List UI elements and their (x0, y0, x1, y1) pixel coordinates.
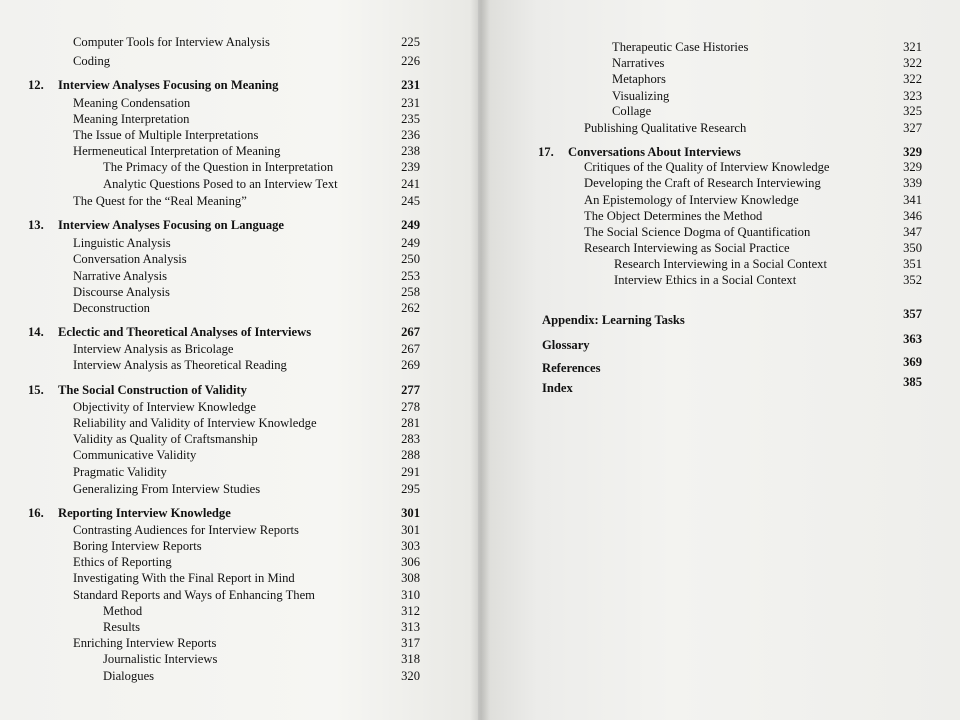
toc-entry-title: Generalizing From Interview Studies (73, 482, 261, 496)
toc-page-number: 341 (903, 193, 922, 207)
toc-page-number: 357 (903, 307, 922, 321)
toc-page-number: 245 (401, 194, 420, 208)
toc-page-number: 347 (903, 225, 922, 239)
toc-entry-title: Metaphors (612, 72, 666, 86)
chapter-number: 12. (28, 78, 44, 92)
toc-entry-title: Method (103, 604, 143, 618)
toc-entry-title: Results (103, 620, 141, 634)
toc-entry-title: Appendix: Learning Tasks (542, 313, 685, 327)
toc-entry (614, 272, 796, 288)
toc-page-number: 277 (401, 383, 420, 397)
toc-entry (73, 570, 295, 586)
toc-entry-title: Interview Analyses Focusing on Language (58, 218, 285, 232)
toc-page-number: 313 (401, 620, 420, 634)
toc-entry (73, 34, 270, 50)
toc-entry (73, 251, 187, 267)
toc-page-number: 295 (401, 482, 420, 496)
toc-entry-title: Pragmatic Validity (73, 465, 167, 479)
toc-entry-title: Dialogues (103, 669, 155, 683)
toc-entry-title: An Epistemology of Interview Knowledge (584, 193, 799, 207)
toc-page-number: 236 (401, 128, 420, 142)
toc-entry-title: Index (542, 381, 573, 395)
toc-entry (612, 55, 664, 71)
toc-entry-title: Narratives (612, 56, 665, 70)
toc-entry-title: Research Interviewing in a Social Context (614, 257, 827, 271)
toc-entry-title: Standard Reports and Ways of Enhancing Them (73, 588, 315, 602)
toc-entry-title: The Primacy of the Question in Interpretation (103, 160, 334, 174)
toc-entry (73, 554, 172, 570)
toc-entry (73, 522, 299, 538)
toc-page-number: 363 (903, 332, 922, 346)
toc-page-number: 238 (401, 144, 420, 158)
toc-entry-title: Computer Tools for Interview Analysis (73, 35, 270, 49)
toc-page-number: 306 (401, 555, 420, 569)
toc-entry-title: Linguistic Analysis (73, 236, 171, 250)
toc-page-number: 327 (903, 121, 922, 135)
toc-entry-title: Analytic Questions Posed to an Interview Text (103, 177, 338, 191)
toc-entry-title: Visualizing (612, 89, 670, 103)
toc-entry (103, 603, 142, 619)
toc-entry-title: Interview Analysis as Theoretical Reading (73, 358, 287, 372)
toc-page-number: 317 (401, 636, 420, 650)
toc-entry-title: Validity as Quality of Craftsmanship (73, 432, 258, 446)
chapter-number: 17. (538, 145, 554, 159)
toc-page-number: 329 (903, 160, 922, 174)
toc-entry (103, 668, 154, 684)
toc-entry-title: Narrative Analysis (73, 269, 168, 283)
toc-page-number: 351 (903, 257, 922, 271)
toc-entry-title: Journalistic Interviews (103, 652, 218, 666)
toc-page-number: 249 (401, 236, 420, 250)
toc-entry-title: Research Interviewing as Social Practice (584, 241, 790, 255)
toc-page-number: 322 (903, 56, 922, 70)
toc-chapter-entry (542, 360, 601, 376)
toc-chapter-entry (538, 144, 741, 160)
toc-entry (584, 120, 746, 136)
toc-entry (73, 431, 258, 447)
left-page (0, 0, 478, 720)
toc-entry (103, 176, 338, 192)
toc-page-number: 346 (903, 209, 922, 223)
toc-page-number: 291 (401, 465, 420, 479)
toc-entry-title: The Object Determines the Method (584, 209, 763, 223)
toc-chapter-entry (28, 217, 284, 233)
toc-entry-title: Reliability and Validity of Interview Knowledge (73, 416, 317, 430)
toc-page-number: 241 (401, 177, 420, 191)
toc-entry-title: Interview Analyses Focusing on Meaning (58, 78, 279, 92)
toc-entry (73, 481, 260, 497)
toc-page-number: 318 (401, 652, 420, 666)
toc-entry (584, 175, 821, 191)
toc-page-number: 301 (401, 506, 420, 520)
toc-entry (73, 53, 110, 69)
toc-entry-title: Meaning Condensation (73, 96, 191, 110)
toc-entry-title: Publishing Qualitative Research (584, 121, 747, 135)
toc-entry (73, 587, 315, 603)
toc-entry (584, 159, 830, 175)
toc-page-number: 239 (401, 160, 420, 174)
toc-entry (73, 635, 216, 651)
toc-entry-title: Interview Ethics in a Social Context (614, 273, 797, 287)
toc-page-number: 325 (903, 104, 922, 118)
toc-entry (73, 357, 287, 373)
toc-entry-title: Ethics of Reporting (73, 555, 172, 569)
toc-page-number: 369 (903, 355, 922, 369)
toc-entry (73, 127, 258, 143)
toc-entry-title: Glossary (542, 338, 590, 352)
toc-entry (103, 619, 140, 635)
toc-page-number: 226 (401, 54, 420, 68)
toc-chapter-entry (28, 505, 231, 521)
toc-page-number: 283 (401, 432, 420, 446)
toc-page-number: 253 (401, 269, 420, 283)
toc-chapter-entry (28, 324, 311, 340)
toc-page-number: 303 (401, 539, 420, 553)
toc-page-number: 329 (903, 145, 922, 159)
toc-entry-title: Reporting Interview Knowledge (58, 506, 231, 520)
toc-entry-title: Conversation Analysis (73, 252, 187, 266)
toc-page-number: 258 (401, 285, 420, 299)
toc-page-number: 320 (401, 669, 420, 683)
toc-page-number: 301 (401, 523, 420, 537)
toc-chapter-entry (542, 337, 590, 353)
toc-entry (73, 235, 171, 251)
toc-page-number: 385 (903, 375, 922, 389)
toc-page-number: 352 (903, 273, 922, 287)
toc-entry-title: Deconstruction (73, 301, 150, 315)
toc-entry (73, 538, 202, 554)
chapter-number: 13. (28, 218, 44, 232)
toc-entry-title: Coding (73, 54, 111, 68)
chapter-number: 16. (28, 506, 44, 520)
toc-entry (103, 159, 333, 175)
toc-entry-title: The Issue of Multiple Interpretations (73, 128, 259, 142)
toc-entry (584, 240, 790, 256)
toc-entry-title: Enriching Interview Reports (73, 636, 217, 650)
book-gutter (470, 0, 490, 720)
toc-chapter-entry (542, 312, 685, 328)
toc-page-number: 269 (401, 358, 420, 372)
toc-page-number: 267 (401, 325, 420, 339)
toc-page-number: 322 (903, 72, 922, 86)
toc-page-number: 312 (401, 604, 420, 618)
toc-entry (73, 193, 247, 209)
toc-entry-title: References (542, 361, 601, 375)
toc-entry (73, 447, 196, 463)
toc-page-number: 278 (401, 400, 420, 414)
toc-entry-title: Objectivity of Interview Knowledge (73, 400, 256, 414)
toc-entry-title: The Quest for the “Real Meaning” (73, 194, 247, 208)
toc-entry-title: Boring Interview Reports (73, 539, 202, 553)
toc-page-number: 235 (401, 112, 420, 126)
toc-entry (73, 415, 317, 431)
toc-entry (612, 71, 666, 87)
toc-chapter-entry (542, 380, 573, 396)
toc-chapter-entry (28, 77, 278, 93)
toc-entry-title: Developing the Craft of Research Interviewing (584, 176, 821, 190)
right-page (480, 0, 960, 720)
toc-entry (612, 103, 651, 119)
toc-entry (73, 341, 234, 357)
toc-page-number: 231 (401, 96, 420, 110)
toc-page-number: 231 (401, 78, 420, 92)
toc-entry (73, 464, 167, 480)
toc-page-number: 350 (903, 241, 922, 255)
toc-entry (73, 399, 256, 415)
toc-entry (584, 208, 762, 224)
toc-entry-title: Critiques of the Quality of Interview Knowledge (584, 160, 830, 174)
toc-page-number: 321 (903, 40, 922, 54)
toc-entry (73, 95, 190, 111)
toc-chapter-entry (28, 382, 247, 398)
toc-entry (103, 651, 217, 667)
chapter-number: 14. (28, 325, 44, 339)
chapter-number: 15. (28, 383, 44, 397)
toc-entry (612, 39, 748, 55)
toc-page-number: 288 (401, 448, 420, 462)
toc-entry (73, 284, 170, 300)
toc-page-number: 250 (401, 252, 420, 266)
toc-entry-title: Contrasting Audiences for Interview Reports (73, 523, 299, 537)
toc-entry (73, 111, 189, 127)
toc-page-number: 323 (903, 89, 922, 103)
toc-entry-title: The Social Construction of Validity (58, 383, 247, 397)
toc-entry (73, 300, 150, 316)
toc-entry-title: Eclectic and Theoretical Analyses of Interviews (58, 325, 312, 339)
toc-page-number: 225 (401, 35, 420, 49)
toc-page-number: 249 (401, 218, 420, 232)
toc-entry-title: Therapeutic Case Histories (612, 40, 749, 54)
toc-entry-title: Conversations About Interviews (568, 145, 741, 159)
toc-entry (612, 88, 669, 104)
toc-entry-title: Interview Analysis as Bricolage (73, 342, 234, 356)
toc-entry-title: Meaning Interpretation (73, 112, 190, 126)
toc-entry-title: Communicative Validity (73, 448, 197, 462)
toc-page-number: 262 (401, 301, 420, 315)
toc-entry (73, 268, 167, 284)
toc-page-number: 281 (401, 416, 420, 430)
toc-page-number: 310 (401, 588, 420, 602)
toc-entry (73, 143, 280, 159)
toc-entry-title: Hermeneutical Interpretation of Meaning (73, 144, 281, 158)
toc-entry-title: The Social Science Dogma of Quantification (584, 225, 811, 239)
toc-page-number: 267 (401, 342, 420, 356)
toc-entry (614, 256, 827, 272)
toc-page-number: 339 (903, 176, 922, 190)
toc-page-number: 308 (401, 571, 420, 585)
toc-entry-title: Collage (612, 104, 652, 118)
toc-entry (584, 192, 799, 208)
toc-entry-title: Discourse Analysis (73, 285, 170, 299)
toc-entry (584, 224, 810, 240)
toc-entry-title: Investigating With the Final Report in Mind (73, 571, 295, 585)
